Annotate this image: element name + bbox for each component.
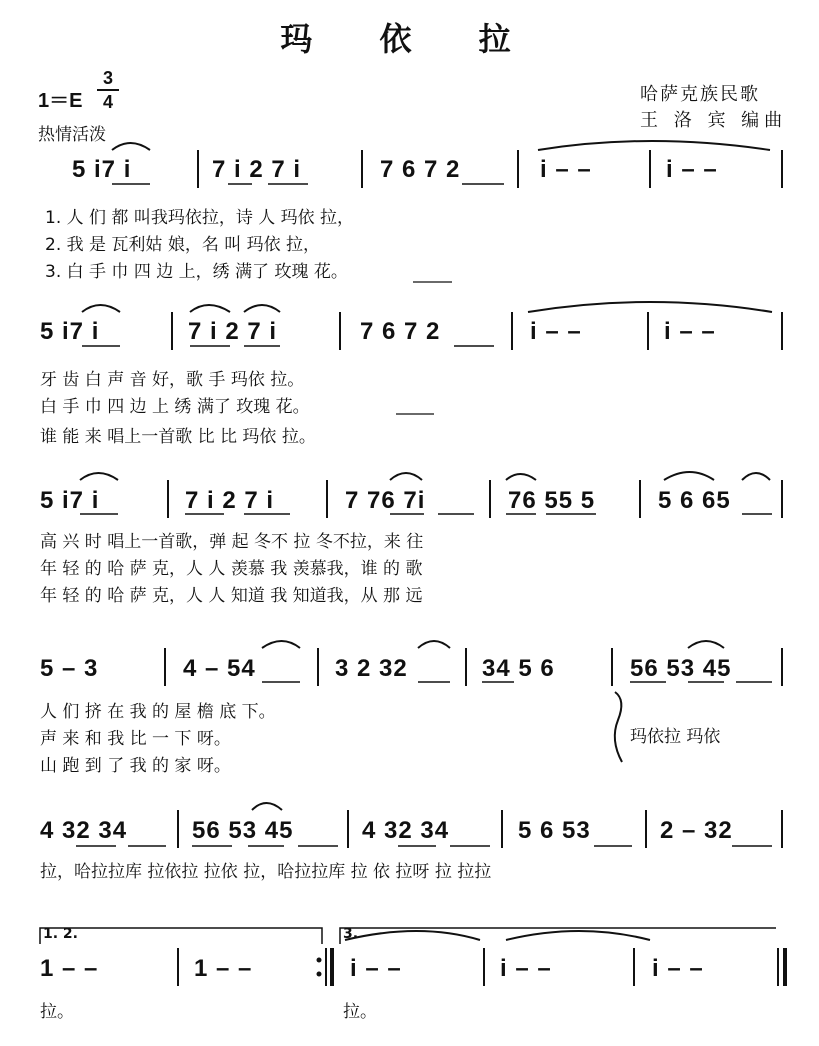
- row4-measure4: 34 5 6: [482, 655, 555, 682]
- song-arranger: 王 洛 宾 编曲: [640, 110, 788, 131]
- row3-lyric-verse1: 高 兴 时 唱上一首歌，弹 起 冬不 拉 冬不拉，来 往: [40, 532, 424, 552]
- row3-lyric-verse3: 年 轻 的 哈 萨 克，人 人 知道 我 知道我，从 那 远: [40, 586, 423, 606]
- row4-lyric-verse3: 山 跑 到 了 我 的 家 呀。: [40, 756, 231, 776]
- row5-measure1: 4 32 34: [40, 817, 128, 844]
- row2-measure2: 7 i 2 7 i: [188, 318, 278, 345]
- row2-measure3: 7 6 7 2: [360, 318, 441, 345]
- row4-measure5: 56 53 45: [630, 655, 732, 682]
- key-signature: 1＝E: [38, 90, 83, 112]
- row5-measure2: 56 53 45: [192, 817, 294, 844]
- row1-lyric-verse1: 1. 人 们 都 叫我玛依拉，诗 人 玛依 拉，: [45, 208, 355, 228]
- song-source: 哈萨克族民歌: [640, 84, 760, 105]
- time-signature-numerator: 3: [102, 68, 113, 88]
- row6-measure5: i – –: [652, 955, 704, 982]
- row2-measure5: i – –: [664, 318, 716, 345]
- row6-measure1: 1 – –: [40, 955, 99, 982]
- row1-lyric-verse2: 2. 我 是 瓦利姑 娘，名 叫 玛依 拉，: [45, 235, 321, 255]
- row3-measure3: 7 76 7i: [345, 487, 426, 514]
- row2-measure1: 5 i7 i: [40, 318, 100, 345]
- row4-lyric-verse1: 人 们 挤 在 我 的 屋 檐 底 下。: [40, 702, 276, 722]
- row5-measure3: 4 32 34: [362, 817, 450, 844]
- row4-measure3: 3 2 32: [335, 655, 408, 682]
- ending-1-2-label: 1. 2.: [43, 926, 78, 942]
- row3-measure5: 5 6 65: [658, 487, 731, 514]
- row6-lyric-ending-3: 拉。: [343, 1002, 377, 1022]
- row1-measure3: 7 6 7 2: [380, 156, 461, 183]
- row2-measure4: i – –: [530, 318, 582, 345]
- row2-lyric-verse3: 谁 能 来 唱上一首歌 比 比 玛依 拉。: [40, 427, 316, 447]
- row4-measure2: 4 – 54: [183, 655, 256, 682]
- row1-measure1: 5 i7 i: [72, 156, 132, 183]
- time-signature-denominator: 4: [102, 92, 113, 112]
- row6-measure4: i – –: [500, 955, 552, 982]
- row5-measure4: 5 6 53: [518, 817, 591, 844]
- row2-lyric-verse1: 牙 齿 白 声 音 好，歌 手 玛依 拉。: [40, 370, 305, 390]
- row3-measure4: 76 55 5: [508, 487, 596, 514]
- tempo-marking: 热情活泼: [38, 125, 106, 145]
- row3-lyric-verse2: 年 轻 的 哈 萨 克，人 人 羡慕 我 羡慕我，谁 的 歌: [40, 559, 423, 579]
- song-title: 玛 依 拉: [280, 20, 539, 58]
- row3-measure1: 5 i7 i: [40, 487, 100, 514]
- row6-measure3: i – –: [350, 955, 402, 982]
- row2-lyric-verse2: 白 手 巾 四 边 上 绣 满了 玫瑰 花。: [40, 397, 310, 417]
- ending-3-label: 3.: [343, 926, 359, 942]
- row4-measure1: 5 – 3: [40, 655, 99, 682]
- row1-lyric-verse3: 3. 白 手 巾 四 边 上，绣 满了 玫瑰 花。: [45, 262, 348, 282]
- row1-measure5: i – –: [666, 156, 718, 183]
- row6-lyric-ending-1-2: 拉。: [40, 1002, 74, 1022]
- row3-measure2: 7 i 2 7 i: [185, 487, 275, 514]
- row5-measure5: 2 – 32: [660, 817, 733, 844]
- row1-measure2: 7 i 2 7 i: [212, 156, 302, 183]
- row6-measure2: 1 – –: [194, 955, 253, 982]
- row1-measure4: i – –: [540, 156, 592, 183]
- row4-lyric-verse2: 声 来 和 我 比 一 下 呀。: [40, 729, 231, 749]
- row4-side-lyric: 玛依拉 玛依: [630, 727, 721, 747]
- row5-lyric: 拉，哈拉拉库 拉依拉 拉依 拉，哈拉拉库 拉 依 拉呀 拉 拉拉: [40, 862, 492, 882]
